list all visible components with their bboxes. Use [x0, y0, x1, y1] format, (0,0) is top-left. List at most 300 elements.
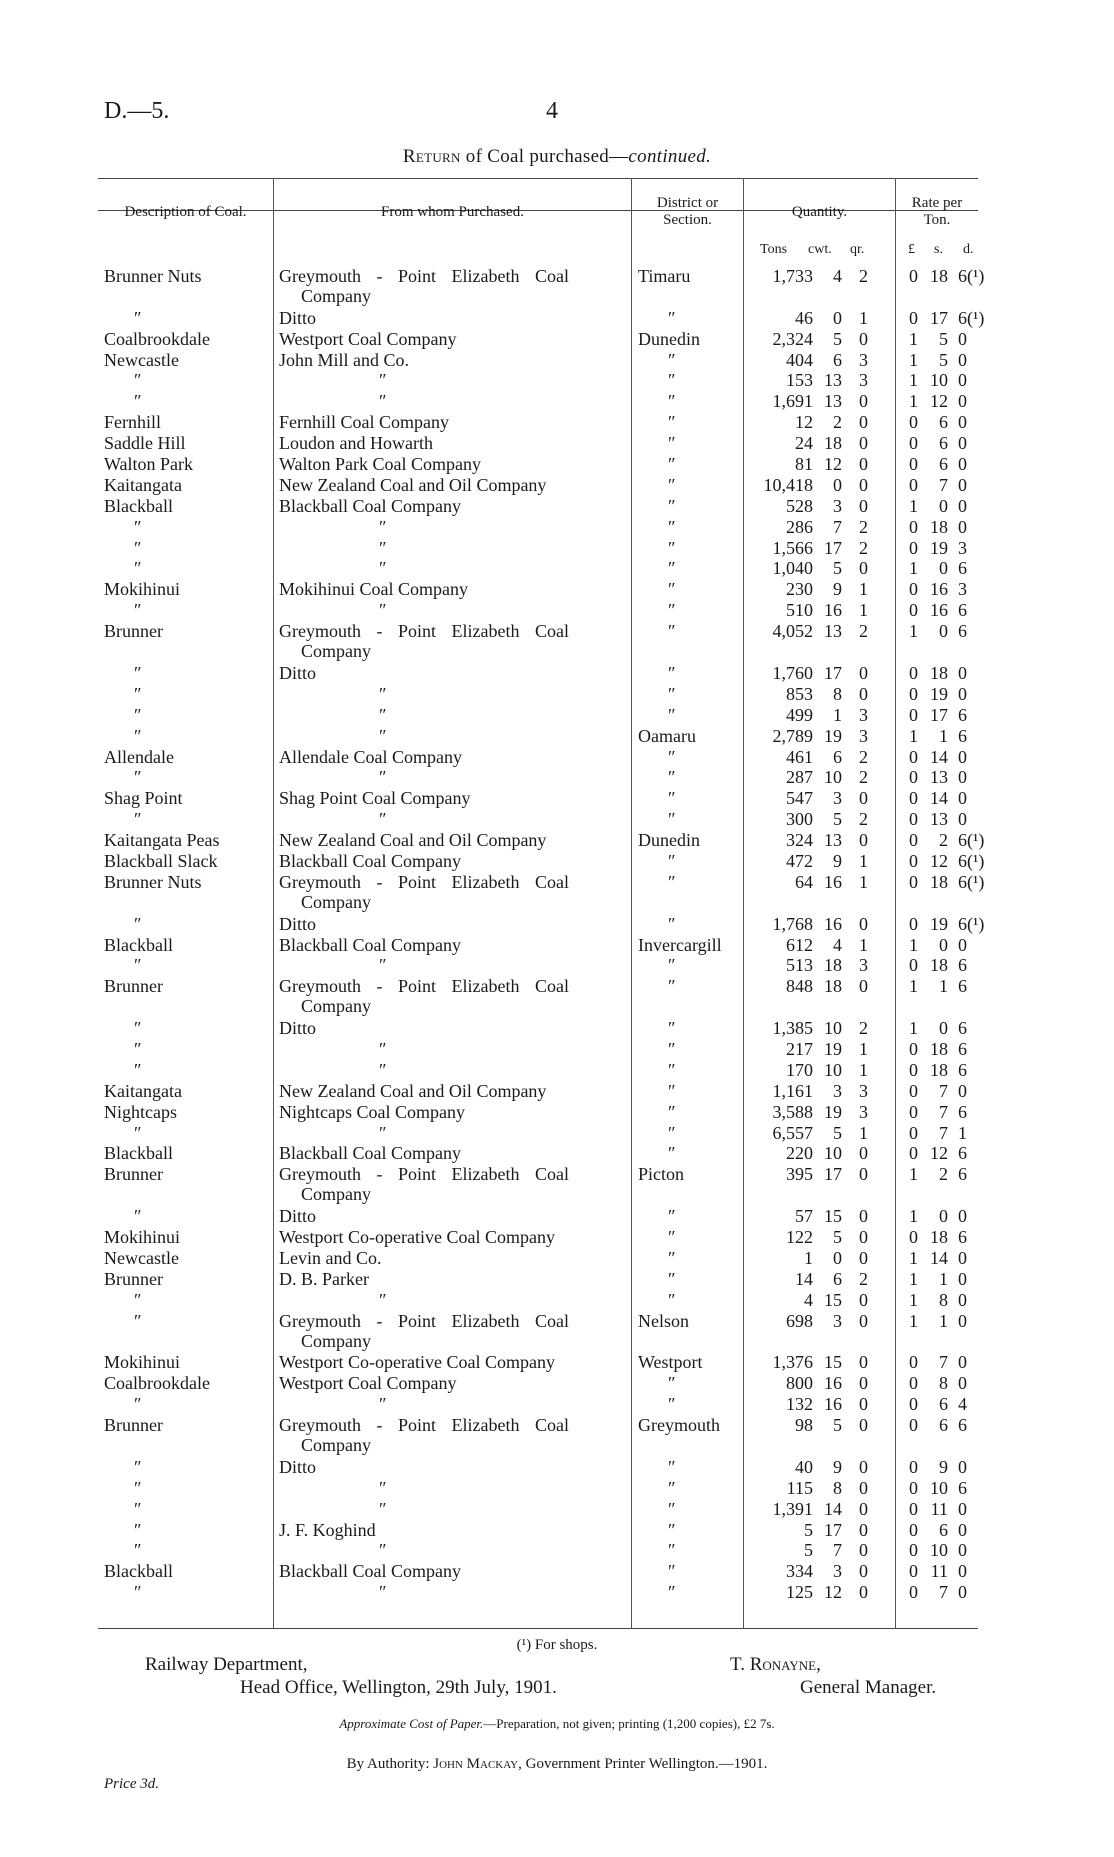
row-supplier: [279, 621, 625, 661]
signature-surname: Ronayne,: [749, 1654, 821, 1675]
row-tons: 1,391: [772, 1498, 813, 1519]
table-row: [98, 1164, 978, 1206]
row-description: Newcastle: [104, 349, 179, 370]
row-district: ″: [668, 537, 676, 558]
row-tons: 1,733: [772, 266, 813, 286]
row-supplier-line1: ″: [379, 1477, 387, 1498]
row-qr: 0: [859, 433, 868, 454]
table-row: [98, 1227, 978, 1248]
row-rate-pounds: 1: [909, 976, 918, 997]
row-description: ″: [134, 725, 142, 746]
row-description: ″: [134, 307, 142, 328]
row-description: ″: [134, 1582, 142, 1603]
table-row: [98, 370, 978, 391]
row-qr: 2: [859, 809, 868, 830]
row-district: ″: [668, 1582, 676, 1603]
row-tons: 12: [795, 412, 813, 433]
row-qr: 1: [859, 600, 868, 621]
row-supplier: [279, 684, 625, 704]
row-supplier: [279, 1290, 625, 1310]
row-tons: 698: [786, 1310, 813, 1331]
unit-qr: qr.: [850, 242, 865, 257]
row-cwt: 7: [833, 516, 842, 537]
row-description: Saddle Hill: [104, 433, 186, 454]
row-description: ″: [134, 1519, 142, 1540]
row-rate-shillings: 0: [939, 558, 948, 579]
row-district: ″: [668, 349, 676, 370]
row-tons: 46: [795, 307, 813, 328]
table-row: [98, 747, 978, 768]
row-district: ″: [668, 955, 676, 976]
row-cwt: 9: [833, 579, 842, 600]
row-supplier-line2: Company: [301, 1435, 371, 1456]
row-qr: 1: [859, 579, 868, 600]
row-tons: 395: [786, 1164, 813, 1185]
table-row: [98, 1039, 978, 1060]
row-rate-shillings: 0: [939, 1206, 948, 1227]
row-rate-pounds: 0: [909, 412, 918, 433]
row-rate-pence: 0: [958, 1289, 967, 1310]
row-supplier: [279, 538, 625, 558]
row-description: ″: [134, 704, 142, 725]
row-rate-pence: 6(¹): [958, 266, 985, 286]
row-supplier-line1: ″: [379, 391, 387, 412]
table-row: [98, 329, 978, 350]
row-supplier: [279, 1457, 625, 1477]
row-tons: 286: [786, 516, 813, 537]
table-row: [98, 454, 978, 475]
row-district: ″: [668, 871, 676, 892]
row-rate-shillings: 11: [930, 1498, 948, 1519]
row-rate-pounds: 1: [909, 1018, 918, 1039]
price: Price 3d.: [104, 1776, 159, 1792]
row-cwt: 9: [833, 1456, 842, 1477]
row-description: Shag Point: [104, 788, 183, 809]
row-rate-shillings: 19: [930, 537, 948, 558]
row-rate-pounds: 1: [909, 1164, 918, 1185]
row-tons: 57: [795, 1206, 813, 1227]
row-qr: 2: [859, 767, 868, 788]
row-supplier: [279, 1164, 625, 1204]
row-rate-pounds: 1: [909, 1289, 918, 1310]
row-description: Coalbrookdale: [104, 328, 210, 349]
table-row: [98, 579, 978, 600]
row-rate-pounds: 0: [909, 1039, 918, 1060]
row-rate-pounds: 0: [909, 1540, 918, 1561]
row-qr: 2: [859, 1018, 868, 1039]
row-cwt: 17: [824, 662, 842, 683]
row-district: ″: [668, 913, 676, 934]
row-district: ″: [668, 1080, 676, 1101]
row-supplier-line2: Company: [301, 286, 371, 306]
row-description: ″: [134, 537, 142, 558]
row-supplier: [279, 1102, 625, 1122]
row-supplier-line1: Shag Point Coal Company: [279, 788, 471, 809]
row-qr: 0: [859, 913, 868, 934]
row-rate-pence: 0: [958, 1498, 967, 1519]
row-description: ″: [134, 1059, 142, 1080]
table-top-rule: [98, 178, 978, 179]
row-cwt: 0: [833, 474, 842, 495]
row-district: ″: [668, 1289, 676, 1310]
row-cwt: 17: [824, 537, 842, 558]
row-rate-pence: 6: [958, 1164, 967, 1185]
row-supplier-line1: Blackball Coal Company: [279, 850, 461, 871]
row-description: ″: [134, 1540, 142, 1561]
row-rate-pence: 0: [958, 1540, 967, 1561]
row-cwt: 3: [833, 1080, 842, 1101]
row-supplier: [279, 308, 625, 328]
row-rate-shillings: 14: [930, 788, 948, 809]
table-row: [98, 1373, 978, 1394]
row-supplier: [279, 788, 625, 808]
row-tons: 153: [786, 370, 813, 391]
row-supplier-line1: Blackball Coal Company: [279, 495, 461, 516]
table-row: [98, 1018, 978, 1039]
row-description: Brunner: [104, 1268, 163, 1289]
row-rate-pounds: 1: [909, 328, 918, 349]
row-rate-pounds: 1: [909, 1206, 918, 1227]
row-supplier-line2: Company: [301, 996, 371, 1017]
row-qr: 0: [859, 1519, 868, 1540]
row-rate-pence: 6: [958, 1101, 967, 1122]
row-rate-pence: 0: [958, 370, 967, 391]
row-rate-pence: 0: [958, 1352, 967, 1373]
row-description: ″: [134, 767, 142, 788]
row-rate-pounds: 0: [909, 871, 918, 892]
row-rate-shillings: 18: [930, 955, 948, 976]
row-supplier-line1: ″: [379, 558, 387, 579]
row-supplier-line1: ″: [379, 725, 387, 746]
row-supplier-line1: Ditto: [279, 1456, 317, 1477]
row-tons: 513: [786, 955, 813, 976]
row-district: ″: [668, 662, 676, 683]
row-supplier: [279, 1143, 625, 1163]
table-row: [98, 1582, 978, 1603]
row-supplier-line1: Allendale Coal Company: [279, 746, 462, 767]
row-rate-shillings: 18: [930, 1039, 948, 1060]
row-rate-shillings: 11: [930, 1561, 948, 1582]
row-district: ″: [668, 433, 676, 454]
row-rate-pence: 6: [958, 1059, 967, 1080]
row-district: ″: [668, 391, 676, 412]
row-supplier-line1: ″: [379, 809, 387, 830]
row-qr: 0: [859, 454, 868, 475]
row-qr: 0: [859, 788, 868, 809]
row-qr: 0: [859, 1540, 868, 1561]
table-row: [98, 1290, 978, 1311]
row-supplier-line1: Ditto: [279, 913, 317, 934]
row-rate-pounds: 0: [909, 1415, 918, 1436]
row-qr: 2: [859, 746, 868, 767]
row-qr: 0: [859, 558, 868, 579]
row-tons: 300: [786, 809, 813, 830]
row-rate-pounds: 0: [909, 1227, 918, 1248]
table-row: [98, 517, 978, 538]
row-cwt: 3: [833, 1310, 842, 1331]
row-qr: 0: [859, 1456, 868, 1477]
row-district: ″: [668, 1394, 676, 1415]
table-row: [98, 496, 978, 517]
row-qr: 3: [859, 349, 868, 370]
row-tons: 1,760: [772, 662, 813, 683]
row-district: ″: [668, 579, 676, 600]
page-number: 4: [546, 98, 558, 124]
table-row: [98, 830, 985, 851]
row-rate-shillings: 0: [939, 1018, 948, 1039]
row-rate-shillings: 6: [939, 1519, 948, 1540]
row-district: ″: [668, 1039, 676, 1060]
row-cwt: 16: [824, 1394, 842, 1415]
row-rate-shillings: 8: [939, 1373, 948, 1394]
row-supplier: [279, 329, 625, 349]
row-cwt: 8: [833, 683, 842, 704]
row-rate-shillings: 7: [939, 1122, 948, 1143]
row-supplier-line1: Westport Co-operative Coal Company: [279, 1227, 555, 1248]
row-tons: 81: [795, 454, 813, 475]
row-supplier: [279, 558, 625, 578]
row-rate-shillings: 7: [939, 1080, 948, 1101]
row-rate-pounds: 0: [909, 474, 918, 495]
row-tons: 1: [804, 1247, 813, 1268]
unit-pence: d.: [963, 242, 974, 257]
row-supplier: [279, 955, 625, 975]
table-row: [98, 663, 978, 684]
table-row: [98, 684, 978, 705]
row-supplier-line1: Nightcaps Coal Company: [279, 1101, 465, 1122]
row-district: ″: [668, 1018, 676, 1039]
row-qr: 0: [859, 1498, 868, 1519]
row-rate-pounds: 0: [909, 1352, 918, 1373]
row-supplier-line1: ″: [379, 516, 387, 537]
row-qr: 0: [859, 1477, 868, 1498]
row-tons: 1,768: [772, 913, 813, 934]
row-rate-shillings: 6: [939, 412, 948, 433]
row-district: ″: [668, 1206, 676, 1227]
row-supplier: [279, 1478, 625, 1498]
table-row: [98, 391, 978, 412]
row-supplier: [279, 350, 625, 370]
row-rate-pence: 6: [958, 1039, 967, 1060]
row-rate-pence: 0: [958, 767, 967, 788]
row-cwt: 15: [824, 1206, 842, 1227]
row-supplier: [279, 600, 625, 620]
row-tons: 461: [786, 746, 813, 767]
row-district: ″: [668, 558, 676, 579]
row-tons: 499: [786, 704, 813, 725]
row-qr: 1: [859, 934, 868, 955]
row-tons: 334: [786, 1561, 813, 1582]
row-qr: 3: [859, 725, 868, 746]
row-description: Fernhill: [104, 412, 161, 433]
table-row: [98, 1269, 978, 1290]
row-rate-pounds: 0: [909, 809, 918, 830]
signature-name: [730, 1654, 821, 1676]
table-row: [98, 1143, 978, 1164]
row-description: Brunner: [104, 1415, 163, 1436]
row-rate-pounds: 0: [909, 1122, 918, 1143]
table-row: [98, 1102, 978, 1123]
row-cwt: 5: [833, 1122, 842, 1143]
authority-prefix: By Authority:: [346, 1756, 434, 1772]
row-cwt: 16: [824, 871, 842, 892]
row-rate-shillings: 0: [939, 621, 948, 642]
row-rate-pence: 0: [958, 746, 967, 767]
row-rate-pence: 6: [958, 621, 967, 642]
row-tons: 220: [786, 1143, 813, 1164]
title-suffix: continued.: [628, 146, 712, 167]
row-supplier: [279, 747, 625, 767]
row-rate-pounds: 0: [909, 1373, 918, 1394]
row-description: Mokihinui: [104, 1352, 181, 1373]
row-supplier-line1: ″: [379, 1059, 387, 1080]
row-rate-pence: 0: [958, 1080, 967, 1101]
row-rate-shillings: 0: [939, 495, 948, 516]
row-supplier: [279, 914, 625, 934]
row-cwt: 16: [824, 600, 842, 621]
row-description: Coalbrookdale: [104, 1373, 210, 1394]
row-rate-pounds: 0: [909, 1059, 918, 1080]
row-description: ″: [134, 809, 142, 830]
row-supplier-line1: Mokihinui Coal Company: [279, 579, 468, 600]
row-supplier: [279, 1206, 625, 1226]
row-rate-pence: 6(¹): [958, 307, 985, 328]
row-rate-shillings: 18: [930, 662, 948, 683]
row-description: Brunner: [104, 621, 163, 642]
row-rate-pounds: 0: [909, 1456, 918, 1477]
row-rate-pounds: 0: [909, 767, 918, 788]
row-rate-pence: 0: [958, 412, 967, 433]
col-header-rate-line2: Ton.: [923, 212, 951, 228]
row-rate-shillings: 16: [930, 600, 948, 621]
row-tons: 287: [786, 767, 813, 788]
row-qr: 1: [859, 1039, 868, 1060]
row-description: ″: [134, 683, 142, 704]
row-rate-pence: 0: [958, 809, 967, 830]
row-tons: 1,691: [772, 391, 813, 412]
row-tons: 115: [786, 1477, 813, 1498]
row-rate-shillings: 14: [930, 746, 948, 767]
row-supplier-line1: Ditto: [279, 307, 317, 328]
row-tons: 2,324: [772, 328, 813, 349]
table-row: [98, 558, 978, 579]
row-cwt: 16: [824, 913, 842, 934]
row-rate-pounds: 1: [909, 1247, 918, 1268]
row-district: ″: [668, 683, 676, 704]
row-cwt: 13: [824, 391, 842, 412]
row-supplier-line1: New Zealand Coal and Oil Company: [279, 1080, 547, 1101]
row-tons: 1,385: [772, 1018, 813, 1039]
row-supplier-line1: Greymouth - Point Elizabeth Coal: [279, 1164, 569, 1185]
row-district: ″: [668, 767, 676, 788]
row-qr: 0: [859, 1415, 868, 1436]
row-supplier-line1: Loudon and Howarth: [279, 433, 433, 454]
row-description: ″: [134, 600, 142, 621]
row-rate-shillings: 1: [939, 725, 948, 746]
row-tons: 1,040: [772, 558, 813, 579]
row-rate-shillings: 18: [930, 1227, 948, 1248]
row-district: ″: [668, 1143, 676, 1164]
row-supplier-line1: ″: [379, 683, 387, 704]
document-code: D.—5.: [104, 98, 170, 124]
table-row: [98, 307, 985, 329]
row-tons: 230: [786, 579, 813, 600]
row-rate-pence: 6: [958, 1143, 967, 1164]
row-supplier: [279, 412, 625, 432]
table-row: [98, 538, 978, 559]
row-description: ″: [134, 1039, 142, 1060]
row-supplier: [279, 1081, 625, 1101]
row-supplier: [279, 1018, 625, 1038]
row-supplier: [279, 1373, 625, 1393]
cost-text: —Preparation, not given; printing (1,200 copies), £2 7s.: [483, 1716, 775, 1731]
table-row: [98, 600, 978, 621]
row-description: Blackball: [104, 934, 173, 955]
row-tons: 1,376: [772, 1352, 813, 1373]
row-qr: 0: [859, 1352, 868, 1373]
row-rate-pence: 0: [958, 433, 967, 454]
row-rate-shillings: 6: [939, 1394, 948, 1415]
row-rate-shillings: 18: [930, 266, 948, 286]
row-rate-pence: 6: [958, 1018, 967, 1039]
row-description: Kaitangata: [104, 1080, 182, 1101]
row-cwt: 5: [833, 1227, 842, 1248]
col-header-description: Description of Coal.: [124, 204, 247, 220]
row-cwt: 14: [824, 1498, 842, 1519]
row-supplier: [279, 1039, 625, 1059]
row-supplier: [279, 726, 625, 746]
row-cwt: 10: [824, 767, 842, 788]
row-rate-pence: 6(¹): [958, 830, 985, 851]
col-header-district-line2: Section.: [663, 212, 712, 228]
row-tons: 528: [786, 495, 813, 516]
row-rate-pounds: 0: [909, 600, 918, 621]
row-rate-pounds: 0: [909, 955, 918, 976]
row-rate-pence: 6: [958, 600, 967, 621]
row-description: ″: [134, 370, 142, 391]
row-supplier: [279, 1561, 625, 1581]
row-district: Nelson: [638, 1310, 689, 1331]
row-supplier: [279, 579, 625, 599]
row-qr: 3: [859, 704, 868, 725]
row-supplier: [279, 1248, 625, 1268]
row-district: ″: [668, 1101, 676, 1122]
row-district: ″: [668, 809, 676, 830]
table-row: [98, 433, 978, 454]
row-cwt: 13: [824, 370, 842, 391]
row-description: Mokihinui: [104, 1227, 181, 1248]
row-supplier-line1: Westport Co-operative Coal Company: [279, 1352, 555, 1373]
row-supplier: [279, 1582, 625, 1602]
row-district: ″: [668, 600, 676, 621]
row-rate-pence: 0: [958, 1310, 967, 1331]
row-tons: 10,418: [763, 474, 813, 495]
row-tons: 5: [804, 1540, 813, 1561]
row-supplier-line1: Greymouth - Point Elizabeth Coal: [279, 1310, 569, 1331]
row-description: Brunner Nuts: [104, 266, 202, 286]
row-rate-pence: 6(¹): [958, 871, 985, 892]
row-rate-shillings: 13: [930, 767, 948, 788]
row-supplier-line1: New Zealand Coal and Oil Company: [279, 474, 547, 495]
row-supplier: [279, 475, 625, 495]
row-rate-shillings: 7: [939, 1101, 948, 1122]
row-rate-shillings: 10: [930, 1477, 948, 1498]
row-district: ″: [668, 850, 676, 871]
row-cwt: 3: [833, 1561, 842, 1582]
row-cwt: 7: [833, 1540, 842, 1561]
row-rate-pounds: 0: [909, 1143, 918, 1164]
row-qr: 0: [859, 830, 868, 851]
